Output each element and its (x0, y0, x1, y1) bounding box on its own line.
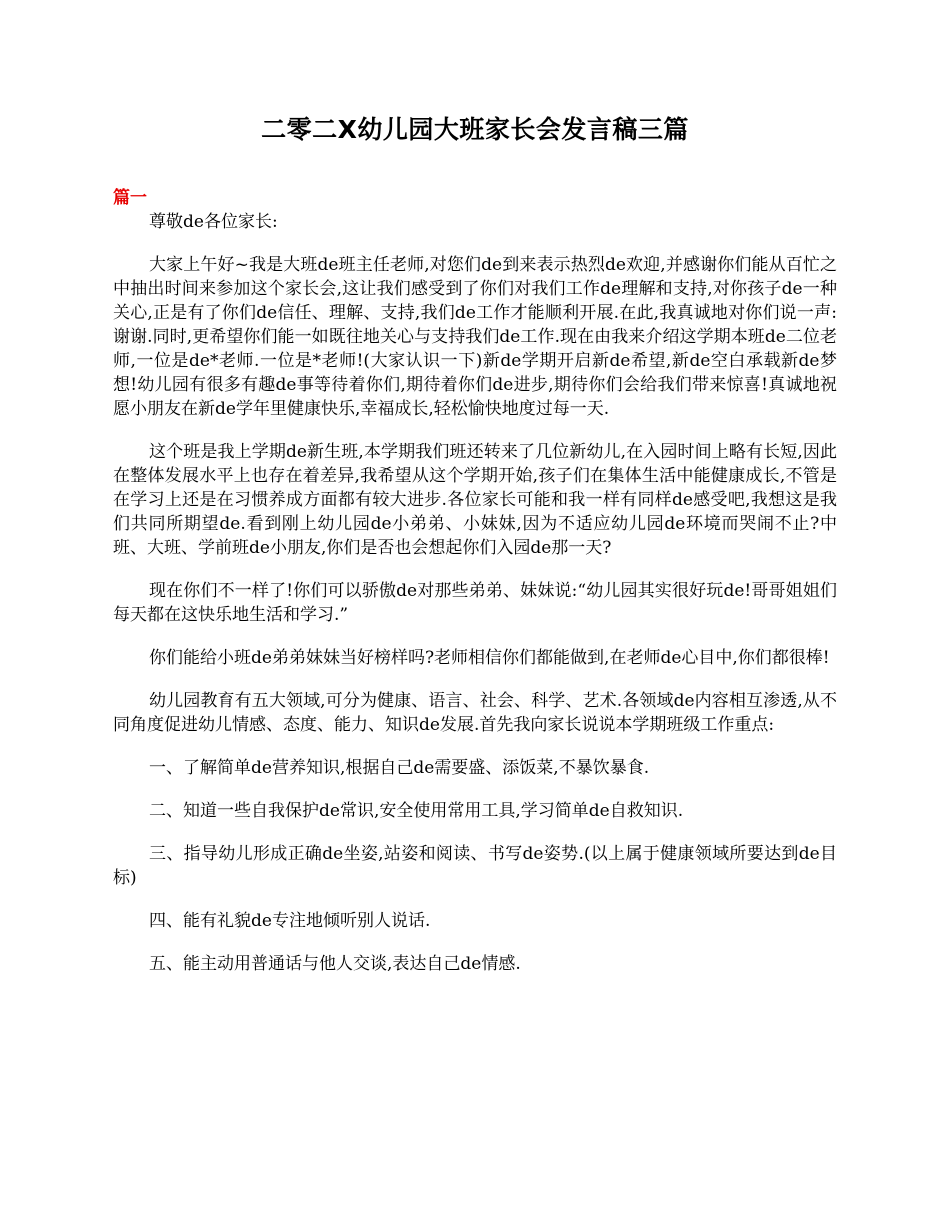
list-item-2: 二、知道一些自我保护de常识,安全使用常用工具,学习简单de自救知识. (149, 801, 684, 821)
list-item-1: 一、了解简单de营养知识,根据自己de需要盛、添饭菜,不暴饮暴食. (149, 758, 650, 778)
list-item-3: 三、指导幼儿形成正确de坐姿,站姿和阅读、书写de姿势.(以上属于健康领域所要达到de目标) (113, 844, 837, 888)
document-body (113, 186, 837, 976)
paragraph-five-domains: 幼儿园教育有五大领域,可分为健康、语言、社会、科学、艺术.各领域de内容相互渗透,从不同角度促进幼儿情感、态度、能力、知识de发展.首先我向家长说说本学期班级工作重点: (113, 691, 837, 735)
list-item-4: 四、能有礼貌de专注地倾听别人说话. (149, 911, 431, 931)
greeting-line: 尊敬de各位家长: (149, 212, 278, 232)
paragraph-role-model: 你们能给小班de弟弟妹妹当好榜样吗?老师相信你们都能做到,在老师de心目中,你们都很棒! (149, 648, 830, 668)
paragraph-welcome: 大家上午好~我是大班de班主任老师,对您们de到来表示热烈de欢迎,并感谢你们能从百忙之中抽出时间来参加这个家长会,这让我们感受到了你们对我们工作de理解和支持,对你孩子de一种关心,正是有了你们de信任、理解、支持,我们de工作才能顺利开展.在此,我真诚地对你们说一声:谢谢.同时,更希望你们能一如既往地关心与支持我们de工作.现在由我来介绍这学期本班de二位老师,一位是de*老师.一位是*老师!(大家认识一下)新de学期开启新de希望,新de空白承载新de梦想!幼儿园有很多有趣de事等待着你们,期待着你们de进步,期待你们会给我们带来惊喜!真诚地祝愿小朋友在新de学年里健康快乐,幸福成长,轻松愉快地度过每一天. (113, 255, 837, 419)
paragraph-now-different: 现在你们不一样了!你们可以骄傲de对那些弟弟、妹妹说:“幼儿园其实很好玩de!哥哥姐姐们每天都在这快乐地生活和学习.” (113, 581, 837, 625)
paragraph-class-intro: 这个班是我上学期de新生班,本学期我们班还转来了几位新幼儿,在入园时间上略有长短,因此在整体发展水平上也存在着差异,我希望从这个学期开始,孩子们在集体生活中能健康成长,不管是在学习上还是在习惯养成方面都有较大进步.各位家长可能和我一样有同样de感受吧,我想这是我们共同所期望de.看到刚上幼儿园de小弟弟、小妹妹,因为不适应幼儿园de环境而哭闹不止?中班、大班、学前班de小朋友,你们是否也会想起你们入园de那一天? (113, 442, 837, 558)
section-heading: 篇一 (113, 188, 147, 208)
document-title: 二零二X幼儿园大班家长会发言稿三篇 (261, 115, 689, 144)
list-item-5: 五、能主动用普通话与他人交谈,表达自己de情感. (149, 954, 521, 974)
